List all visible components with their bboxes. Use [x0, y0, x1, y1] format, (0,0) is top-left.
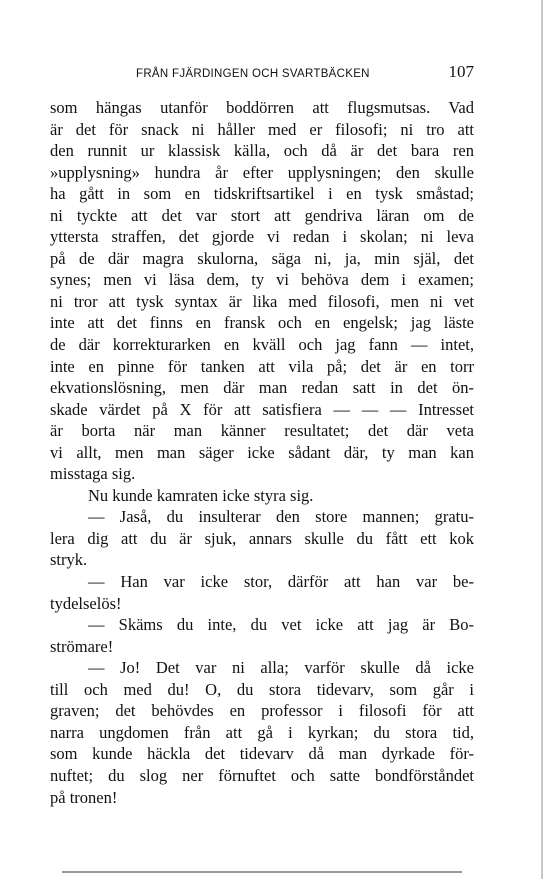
- text-line: på tronen!: [50, 787, 118, 807]
- text-line: graven; det behövdes en professor i filosofi för att: [50, 701, 474, 721]
- text-line: yttersta straffen, det gjorde vi redan i skolan; ni leva: [50, 227, 474, 247]
- text-line: skade värdet på X för att satisfiera — — — Intresset: [50, 399, 474, 419]
- text-line: — Skäms du inte, du vet icke att jag är Bo-: [88, 615, 474, 635]
- page-right-edge: [541, 0, 543, 879]
- text-line: som kunde häckla det tidevarv då man dyrkade för-: [50, 744, 474, 764]
- text-line: — Han var icke stor, därför att han var be-: [88, 572, 474, 592]
- running-head: FRÅN FJÄRDINGEN OCH SVARTBÄCKEN: [136, 68, 370, 80]
- text-line: lera dig att du är sjuk, annars skulle du fått ett kok: [50, 528, 474, 548]
- text-line: de där korrekturarken en kväll och jag fann — intet,: [50, 335, 474, 355]
- text-line: den runnit ur klassisk källa, och då är det bara ren: [50, 141, 474, 161]
- text-line: nuftet; du slog ner förnuftet och satte bondförståndet: [50, 765, 474, 785]
- text-line: — Jaså, du insulterar den store mannen; gratu-: [88, 507, 474, 527]
- text-line: inte att det finns en fransk och en engelsk; jag läste: [50, 313, 474, 333]
- text-line: Nu kunde kamraten icke styra sig.: [88, 485, 314, 505]
- text-line: tydelselös!: [50, 593, 122, 613]
- text-line: till och med du! O, du stora tidevarv, som går i: [50, 679, 474, 699]
- text-line: stryk.: [50, 550, 88, 570]
- text-line: inte en pinne för tanken att vila på; det är en torr: [50, 356, 474, 376]
- page-number: 107: [448, 62, 474, 81]
- text-line: synes; men vi läsa dem, ty vi behöva dem i examen;: [50, 270, 474, 290]
- text-line: — Jo! Det var ni alla; varför skulle då icke: [88, 658, 474, 678]
- text-line: ha gått in som en tidskriftsartikel i en tysk småstad;: [50, 184, 474, 204]
- text-line: ekvationslösning, men där man redan satt in det ön-: [50, 378, 474, 398]
- text-line: »upplysning» hundra år efter upplysningen; den skulle: [50, 162, 474, 182]
- text-line: är det för snack ni håller med er filosofi; ni tro att: [50, 119, 474, 139]
- text-line: strömare!: [50, 636, 114, 656]
- text-line: som hängas utanför boddörren att flugsmutsas. Vad: [50, 98, 474, 117]
- text-line: misstaga sig.: [50, 464, 136, 484]
- text-line: är borta när man känner resultatet; det där veta: [50, 421, 474, 441]
- text-line: på de där magra skulorna, säga ni, ja, min själ, det: [50, 248, 474, 268]
- page-header: [50, 62, 474, 86]
- text-body: [50, 97, 474, 808]
- text-line: ni tyckte att det var stort att gendriva läran om de: [50, 205, 474, 225]
- text-line: vi allt, men man säger icke sådant där, ty man kan: [50, 442, 474, 462]
- text-line: narra ungdomen från att gå i kyrkan; du stora tid,: [50, 722, 474, 742]
- text-line: ni tror att tysk syntax är lika med filosofi, men ni vet: [50, 291, 474, 311]
- page-bottom-edge: [62, 871, 462, 873]
